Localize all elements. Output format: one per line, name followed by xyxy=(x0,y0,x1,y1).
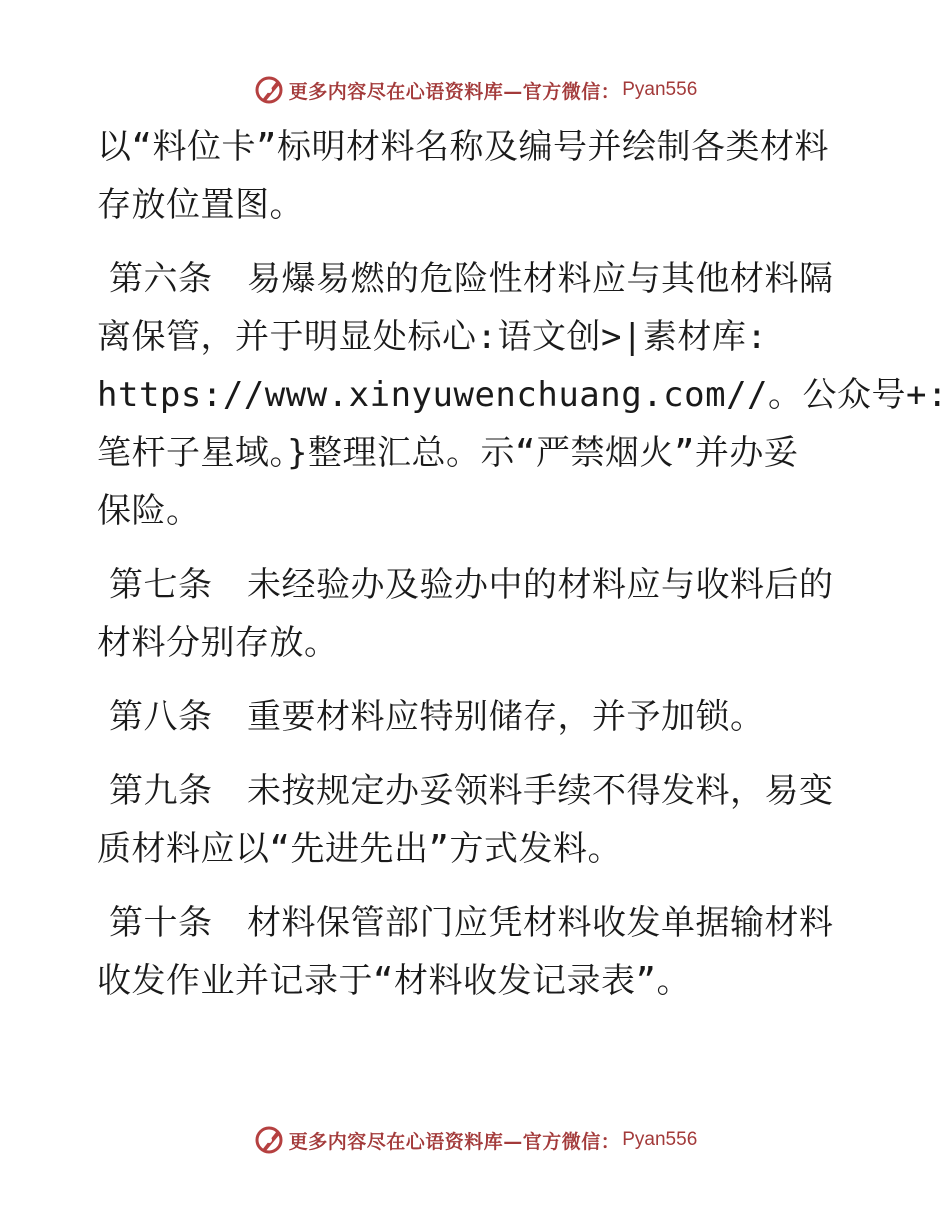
footer-banner-text: 更多内容尽在心语资料库—官方微信： xyxy=(288,1130,621,1153)
header-banner xyxy=(0,70,950,110)
text-line: 笔杆子星域。}整理汇总。示“严禁烟火”并办妥 xyxy=(97,433,799,473)
url-text-line: https://www.xinyuwenchuang.com//。公众号+: xyxy=(97,375,948,415)
header-banner-wechat-id: Pyan556 xyxy=(622,79,698,100)
text-line: 质材料应以“先进先出”方式发料。 xyxy=(97,829,622,869)
text-line: 离保管，并于明显处标心:语文创>|素材库: xyxy=(97,317,768,357)
pen-logo-icon xyxy=(253,1124,285,1156)
article-8-heading-line: 第八条 重要材料应特别储存，并予加锁。 xyxy=(109,697,765,737)
text-line: 保险。 xyxy=(97,491,201,531)
pen-logo-icon xyxy=(253,74,285,106)
article-6-heading-line: 第六条 易爆易燃的危险性材料应与其他材料隔 xyxy=(109,259,834,299)
footer-banner xyxy=(0,1120,950,1160)
text-line: 存放位置图。 xyxy=(97,185,304,225)
article-7-heading-line: 第七条 未经验办及验办中的材料应与收料后的 xyxy=(109,565,834,605)
header-banner-text: 更多内容尽在心语资料库—官方微信： xyxy=(288,80,621,103)
text-line: 材料分别存放。 xyxy=(97,623,339,663)
text-line: 以“料位卡”标明材料名称及编号并绘制各类材料 xyxy=(97,127,829,167)
footer-banner-wechat-id: Pyan556 xyxy=(622,1129,698,1150)
text-line: 收发作业并记录于“材料收发记录表”。 xyxy=(97,961,691,1001)
article-10-heading-line: 第十条 材料保管部门应凭材料收发单据输材料 xyxy=(109,903,834,943)
article-9-heading-line: 第九条 未按规定办妥领料手续不得发料，易变 xyxy=(109,771,834,811)
document-body xyxy=(97,118,948,1010)
